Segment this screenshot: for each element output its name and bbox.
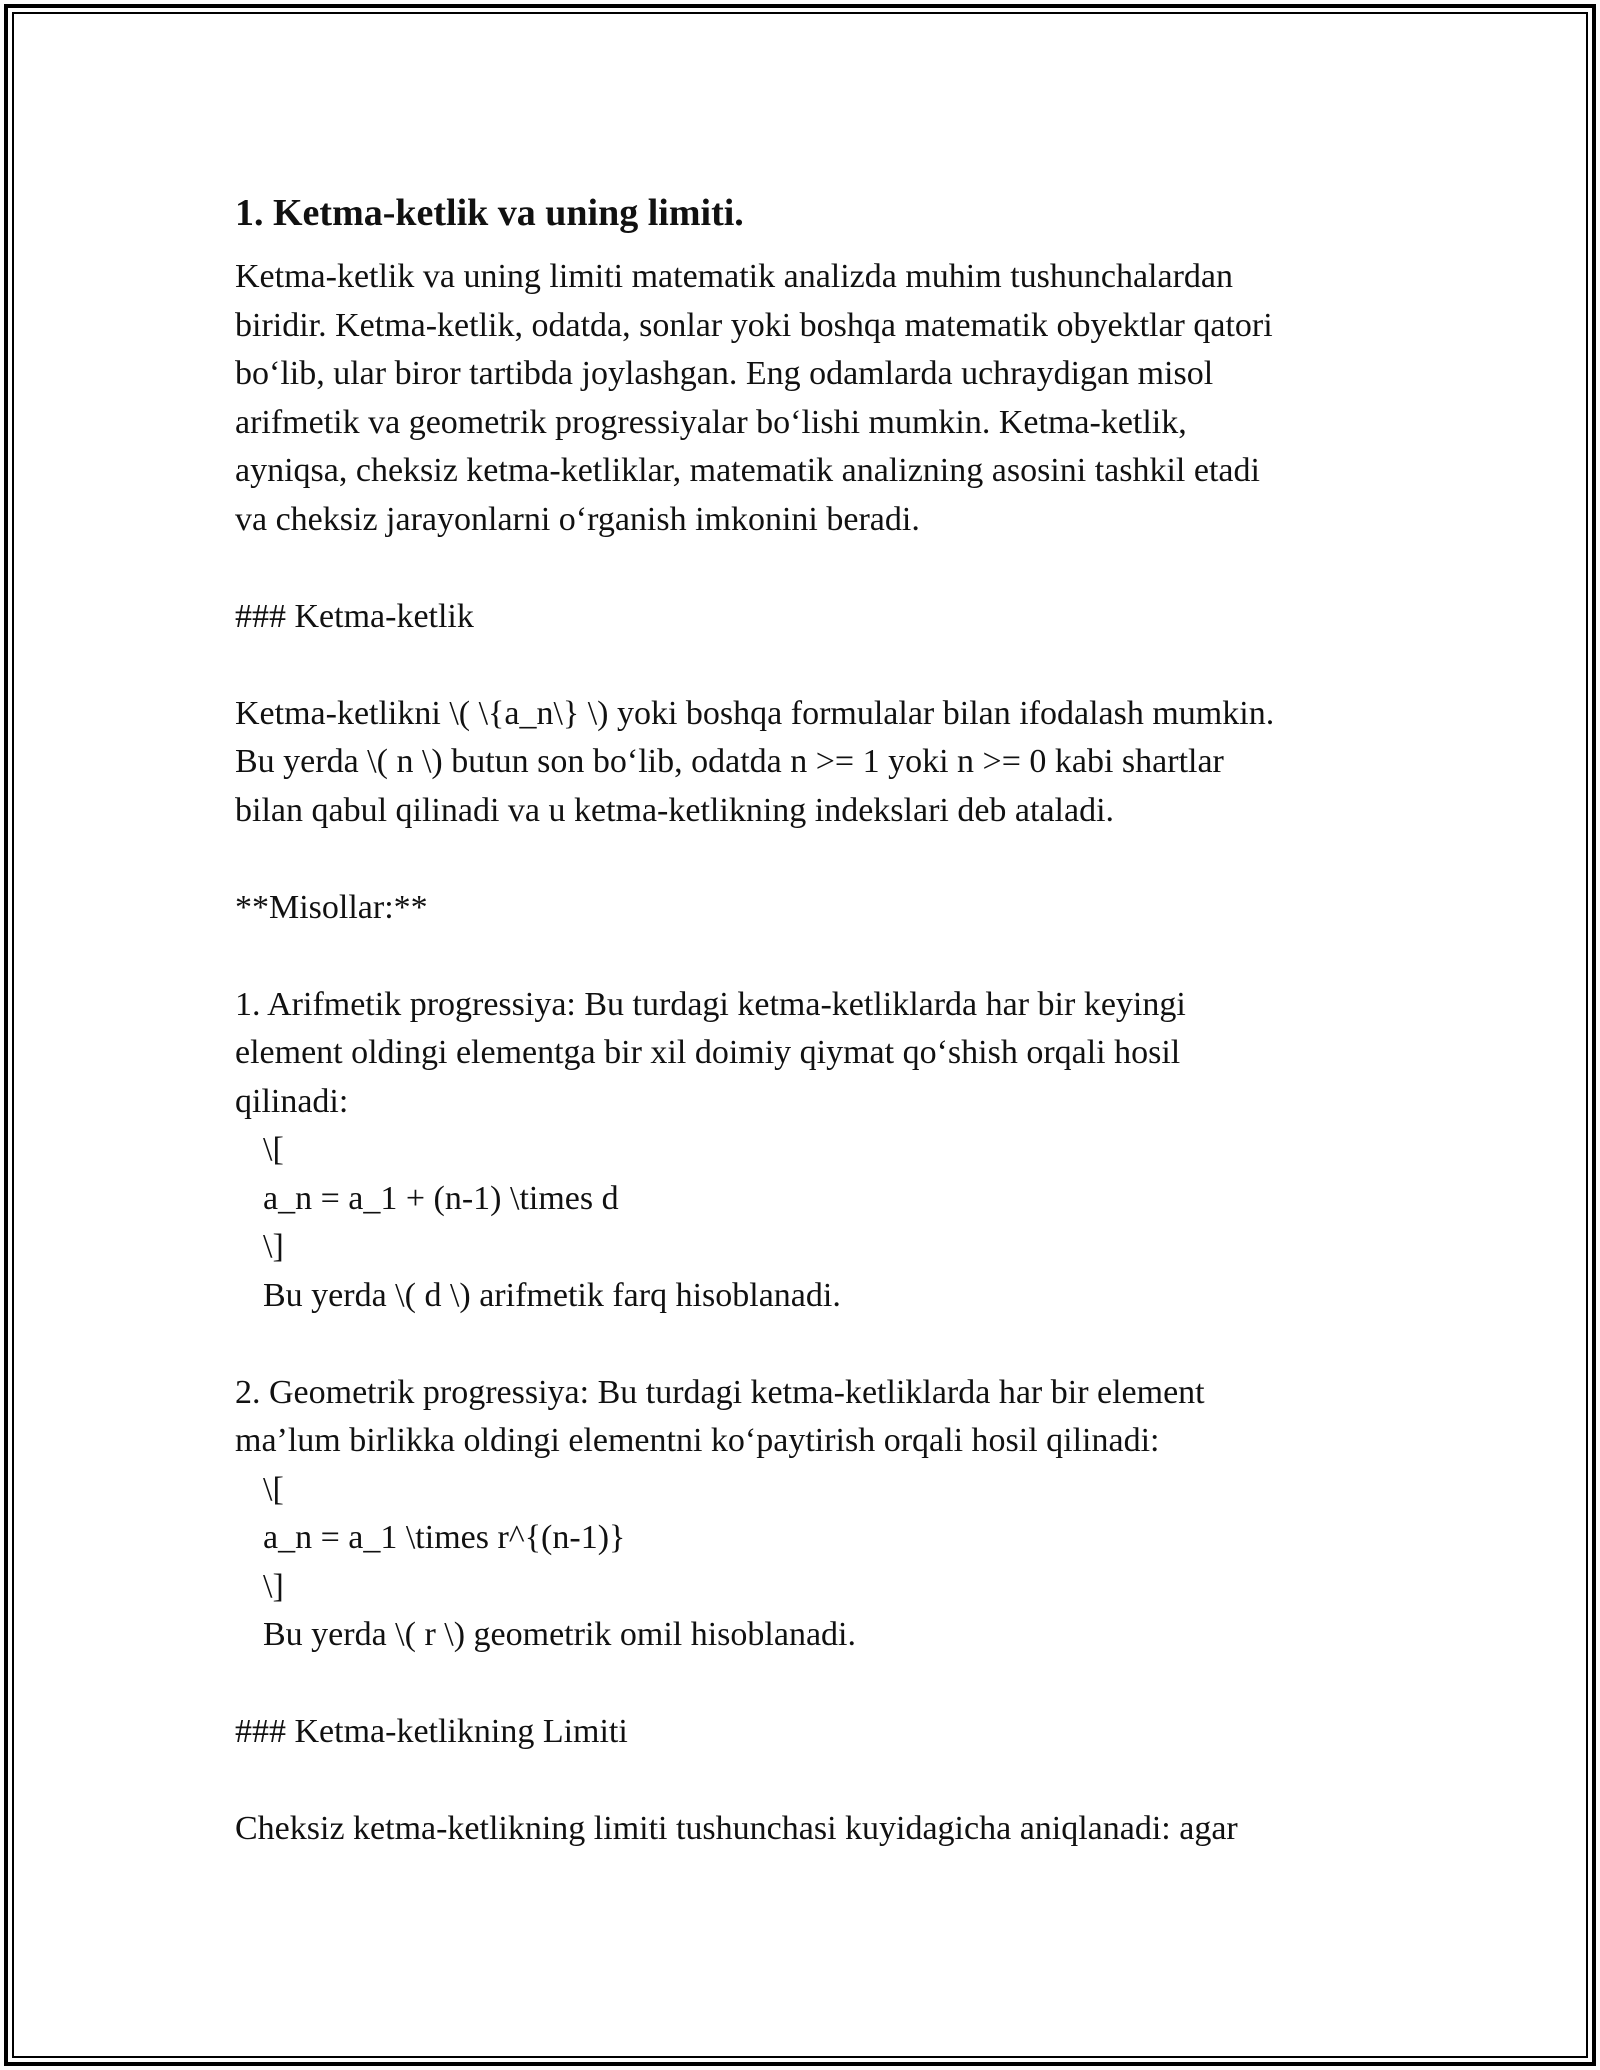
section1-paragraph [235, 690, 1385, 836]
text-line: Cheksiz ketma-ketlikning limiti tushunchasi kuyidagicha aniqlanadi: agar [235, 1810, 1238, 1847]
example-arithmetic [235, 981, 1385, 1321]
text-line: 1. Arifmetik progressiya: Bu turdagi ketma-ketliklarda har bir keyingi [235, 985, 1186, 1023]
formula-line: \[ [263, 1470, 284, 1508]
text-line: Ketma-ketlikni \( \{a_n\} \) yoki boshqa formulalar bilan ifodalash mumkin. [235, 694, 1275, 732]
text-line: Ketma-ketlik va uning limiti matematik analizda muhim tushunchalardan [235, 258, 1234, 295]
text-line: va cheksiz jarayonlarni o‘rganish imkonini beradi. [235, 500, 920, 538]
formula-line: \] [263, 1567, 284, 1605]
formula-line: a_n = a_1 \times r^{(n-1)} [263, 1519, 626, 1556]
section-heading-limit: ### Ketma-ketlikning Limiti [235, 1713, 628, 1750]
formula-note: Bu yerda \( d \) arifmetik farq hisoblanadi. [263, 1276, 841, 1314]
text-line: ayniqsa, cheksiz ketma-ketliklar, matematik analizning asosini tashkil etadi [235, 452, 1260, 489]
formula-note: Bu yerda \( r \) geometrik omil hisoblanadi. [263, 1616, 856, 1653]
text-line: biridir. Ketma-ketlik, odatda, sonlar yoki boshqa matematik obyektlar qatori [235, 306, 1273, 344]
text-line: bilan qabul qilinadi va u ketma-ketlikning indekslari deb ataladi. [235, 791, 1115, 829]
section-heading-ketma-ketlik: ### Ketma-ketlik [235, 597, 474, 635]
text-line: ma’lum birlikka oldingi elementni ko‘paytirish orqali hosil qilinadi: [235, 1422, 1160, 1459]
example-geometric [235, 1369, 1385, 1660]
formula-line: \] [263, 1228, 284, 1265]
examples-heading: **Misollar:** [235, 888, 428, 926]
intro-paragraph [235, 253, 1385, 544]
text-line: element oldingi elementga bir xil doimiy qiymat qo‘shish orqali hosil [235, 1034, 1181, 1071]
document-page [235, 185, 1385, 1854]
text-line: qilinadi: [235, 1082, 349, 1120]
text-line: 2. Geometrik progressiya: Bu turdagi ketma-ketliklarda har bir element [235, 1373, 1205, 1411]
text-line: arifmetik va geometrik progressiyalar bo‘lishi mumkin. Ketma-ketlik, [235, 403, 1187, 441]
formula-line: \[ [263, 1131, 284, 1168]
section2-paragraph [235, 1805, 1385, 1854]
document-title: 1. Ketma-ketlik va uning limiti. [235, 192, 744, 234]
formula-line: a_n = a_1 + (n-1) \times d [263, 1179, 619, 1217]
text-line: bo‘lib, ular biror tartibda joylashgan. Eng odamlarda uchraydigan misol [235, 355, 1214, 392]
text-line: Bu yerda \( n \) butun son bo‘lib, odatda n >= 1 yoki n >= 0 kabi shartlar [235, 743, 1224, 780]
